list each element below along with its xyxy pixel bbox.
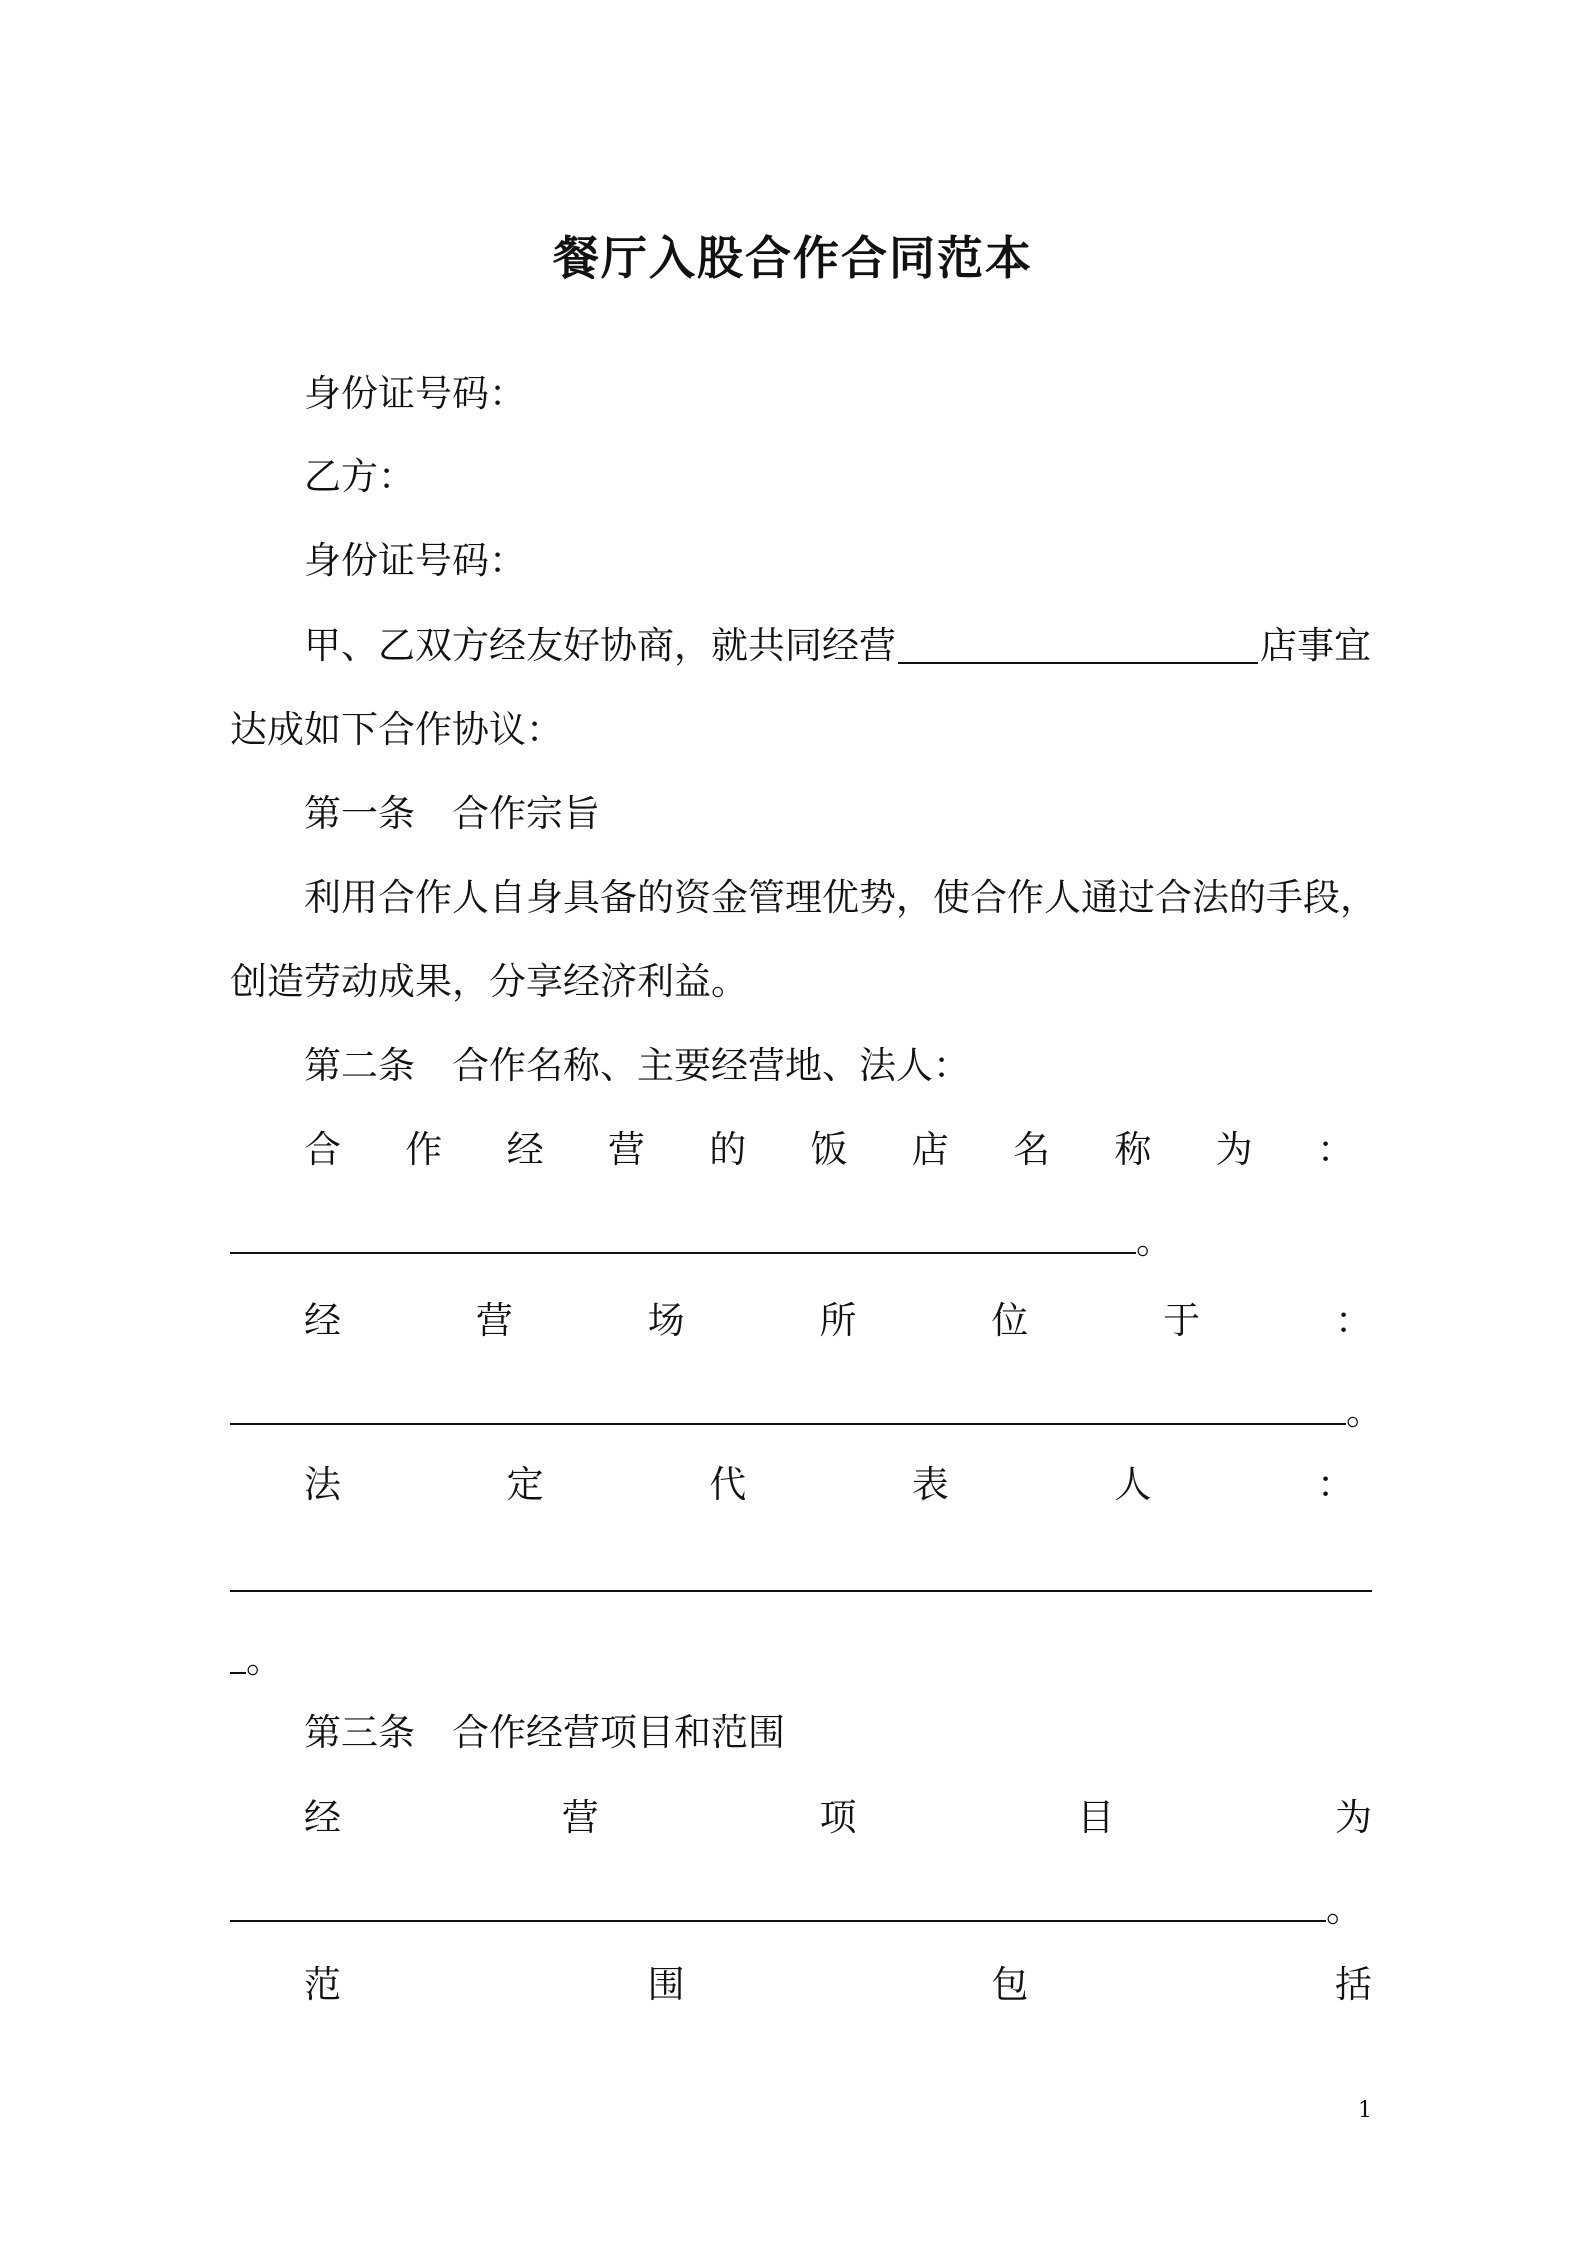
period: 。: [1346, 1390, 1383, 1433]
intro-text-end: 店事宜: [1260, 624, 1371, 667]
char: 营: [607, 1128, 645, 1171]
legal-rep-line: [304, 1463, 1354, 1506]
char: 包: [991, 1963, 1029, 2006]
char: 名: [1013, 1128, 1051, 1171]
char: 围: [647, 1963, 685, 2006]
char: 称: [1114, 1128, 1152, 1171]
document-title: 餐厅入股合作合同范本: [553, 231, 1033, 285]
char: 目: [1077, 1796, 1115, 1839]
char: 经: [506, 1128, 544, 1171]
restaurant-name-line: [304, 1128, 1354, 1171]
char: ：: [1316, 1463, 1354, 1506]
period: 。: [246, 1638, 283, 1681]
char: 代: [709, 1463, 747, 1506]
char: 场: [647, 1299, 685, 1342]
page-number: 1: [1358, 2098, 1372, 2123]
article-1-paragraph: 利用合作人自身具备的资金管理优势，使合作人通过合法的手段，: [304, 876, 1377, 919]
char: 营: [475, 1299, 513, 1342]
party-b-label: 乙方：: [304, 455, 415, 498]
store-name-blank: [898, 662, 1258, 664]
location-blank: [230, 1423, 1346, 1425]
article-2-title: 第二条 合作名称、主要经营地、法人：: [304, 1044, 970, 1087]
char: 经: [304, 1796, 341, 1839]
char: ：: [1334, 1299, 1372, 1342]
char: 项: [819, 1796, 857, 1839]
intro-text-start: 甲、乙双方经友好协商，就共同经营: [304, 624, 896, 667]
char: 合: [304, 1128, 341, 1171]
char: 店: [911, 1128, 949, 1171]
char: 为: [1215, 1128, 1253, 1171]
char: ：: [1316, 1128, 1354, 1171]
intro-text-continued: 达成如下合作协议：: [230, 708, 563, 751]
char: 于: [1163, 1299, 1201, 1342]
party-b-id-label: 身份证号码：: [304, 539, 526, 582]
location-line: [304, 1299, 1372, 1342]
char: 位: [991, 1299, 1029, 1342]
period: 。: [1136, 1219, 1173, 1262]
char: 经: [304, 1299, 341, 1342]
scope-line: [304, 1963, 1372, 2006]
article-1-title: 第一条 合作宗旨: [304, 792, 600, 835]
char: 为: [1335, 1796, 1372, 1839]
business-items-line: [304, 1796, 1372, 1839]
char: 的: [709, 1128, 747, 1171]
char: 作: [405, 1128, 443, 1171]
char: 法: [304, 1463, 341, 1506]
char: 饭: [810, 1128, 848, 1171]
char: 所: [819, 1299, 857, 1342]
article-3-title: 第三条 合作经营项目和范围: [304, 1711, 785, 1754]
char: 营: [561, 1796, 599, 1839]
party-a-id-label: 身份证号码：: [304, 372, 526, 415]
char: 范: [304, 1963, 341, 2006]
char: 人: [1114, 1463, 1152, 1506]
restaurant-name-blank: [230, 1252, 1136, 1254]
period: 。: [1326, 1887, 1363, 1930]
business-items-blank: [230, 1920, 1326, 1922]
article-1-paragraph-continued: 创造劳动成果，分享经济利益。: [230, 960, 748, 1003]
char: 表: [911, 1463, 949, 1506]
legal-rep-blank-continued: [230, 1672, 246, 1674]
char: 定: [506, 1463, 544, 1506]
char: 括: [1334, 1963, 1372, 2006]
legal-rep-blank: [230, 1590, 1372, 1592]
